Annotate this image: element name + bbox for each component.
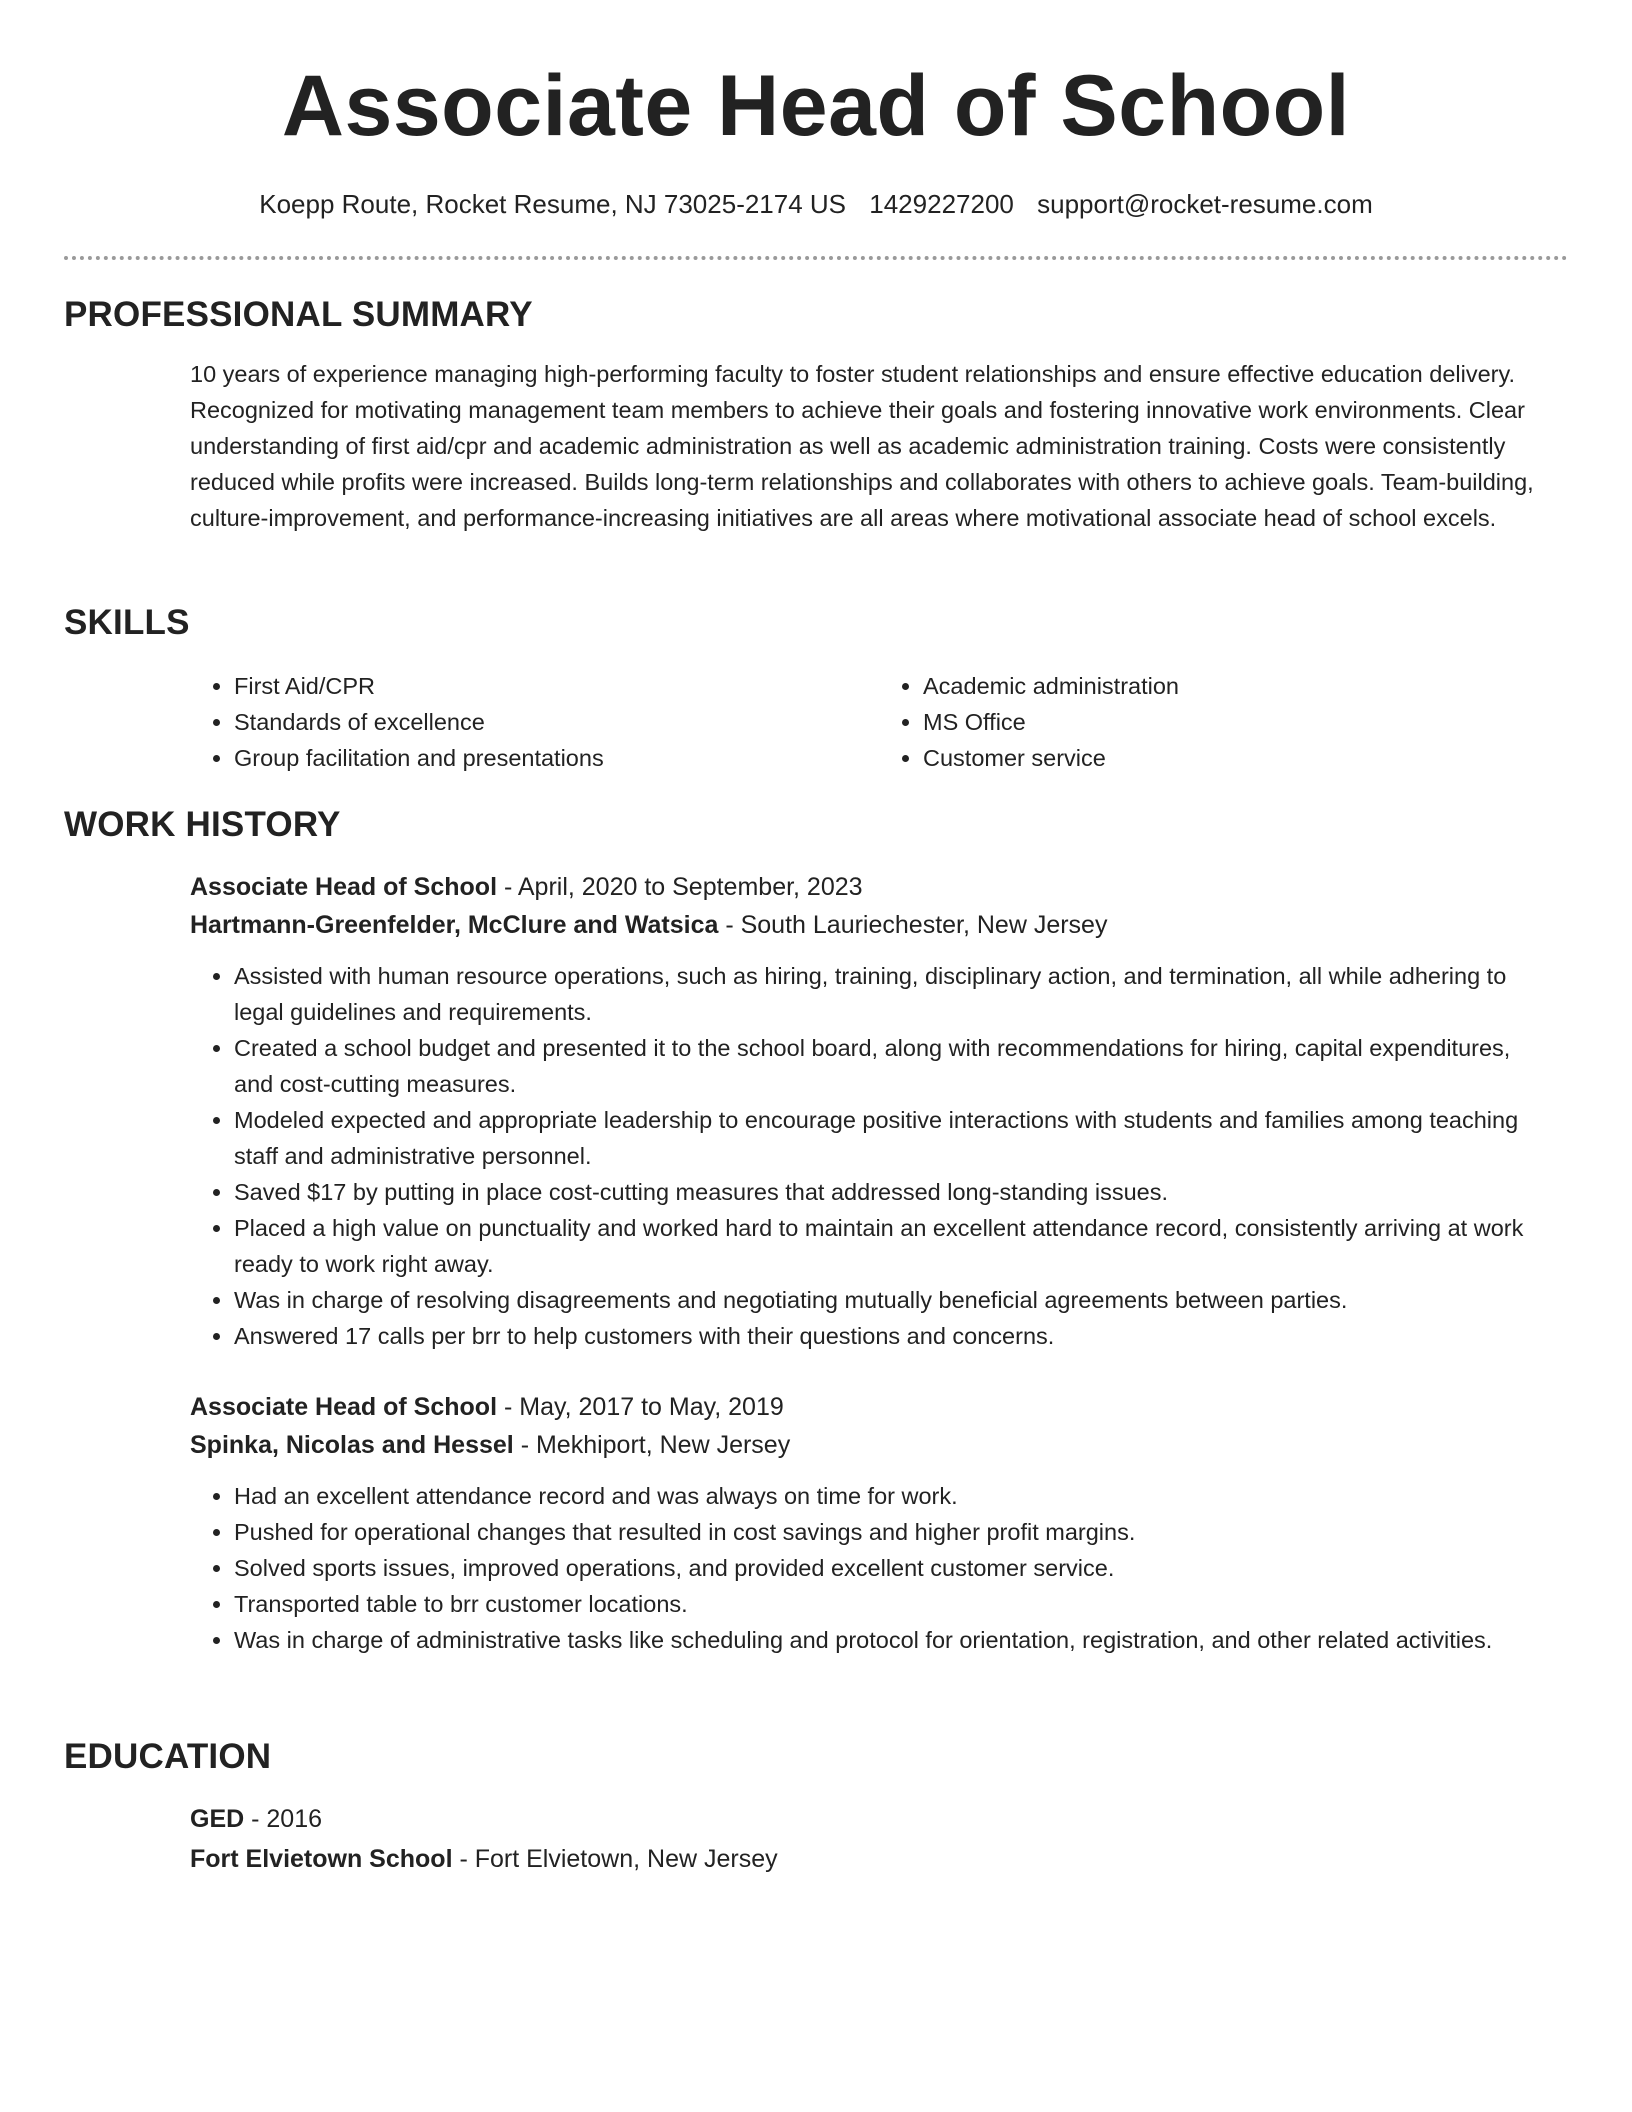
skill-item: • MS Office (923, 704, 1568, 740)
summary-title: PROFESSIONAL SUMMARY (64, 295, 533, 334)
contact-phone: 1429227200 (869, 189, 1014, 219)
job-entry (190, 868, 1568, 1354)
job-bullet: • Was in charge of administrative tasks like scheduling and protocol for orientation, registration, and other related activities. (234, 1622, 1568, 1658)
skills-right-list (879, 668, 1568, 776)
job-bullet: • Solved sports issues, improved operations, and provided excellent customer service. (234, 1550, 1568, 1586)
education-title: EDUCATION (64, 1737, 272, 1776)
job-company: Hartmann-Greenfelder, McClure and Watsica (190, 911, 719, 939)
job-title-line (190, 868, 1568, 906)
job-title: Associate Head of School (190, 1393, 498, 1421)
candidate-name: Associate Head of School (281, 58, 1351, 154)
skills-grid (190, 668, 1568, 776)
job-title: Associate Head of School (190, 873, 498, 901)
job-bullet: • Created a school budget and presented it to the school board, along with recommendations for hiring, capital expenditures, and cost-cutting measures. (234, 1030, 1568, 1102)
education-school-line (190, 1840, 1568, 1878)
skills-left-list (190, 668, 879, 776)
skill-item: • Group facilitation and presentations (234, 740, 879, 776)
job-bullet: • Had an excellent attendance record and was always on time for work. (234, 1478, 1568, 1514)
job-bullet: • Transported table to brr customer locations. (234, 1586, 1568, 1622)
job-bullet: • Saved $17 by putting in place cost-cutting measures that addressed long-standing issues. (234, 1174, 1568, 1210)
education-year: - 2016 (244, 1805, 323, 1833)
job-bullet: • Was in charge of resolving disagreements and negotiating mutually beneficial agreements between parties. (234, 1282, 1568, 1318)
skill-item: • First Aid/CPR (234, 668, 879, 704)
job-entry (190, 1388, 1568, 1658)
job-location: - Mekhiport, New Jersey (513, 1431, 791, 1459)
job-company-line (190, 906, 1568, 944)
job-location: - South Lauriechester, New Jersey (718, 911, 1108, 939)
job-bullet: • Modeled expected and appropriate leadership to encourage positive interactions with students and families among teaching staff and administrative personnel. (234, 1102, 1568, 1174)
work-title: WORK HISTORY (64, 805, 341, 844)
job-bullet: • Placed a high value on punctuality and worked hard to maintain an excellent attendance record, consistently arriving at work ready to work right away. (234, 1210, 1568, 1282)
header-divider (64, 256, 1568, 260)
skills-section (64, 602, 1568, 776)
job-bullet: • Assisted with human resource operations, such as hiring, training, disciplinary action, and termination, all while adhering to legal guidelines and requirements. (234, 958, 1568, 1030)
job-company: Spinka, Nicolas and Hessel (190, 1431, 514, 1459)
work-section (64, 804, 1568, 1658)
job-bullets (190, 1478, 1568, 1658)
education-school: Fort Elvietown School (190, 1845, 453, 1873)
summary-section (64, 294, 1568, 536)
job-dates: - April, 2020 to September, 2023 (497, 873, 863, 901)
job-bullet: • Pushed for operational changes that resulted in cost savings and higher profit margins. (234, 1514, 1568, 1550)
education-location: - Fort Elvietown, New Jersey (452, 1845, 778, 1873)
resume-page (64, 0, 1568, 1873)
education-entry (190, 1800, 1568, 1878)
job-dates: - May, 2017 to May, 2019 (497, 1393, 784, 1421)
education-degree-line (190, 1800, 1568, 1838)
skill-item: • Academic administration (923, 668, 1568, 704)
job-title-line (190, 1388, 1568, 1426)
job-company-line (190, 1426, 1568, 1464)
summary-text: 10 years of experience managing high-performing faculty to foster student relationships and ensure effective education delivery. Recognized for motivating management team members to achieve their goals and fostering innovative work environments. Clear understanding of first aid/cpr and academic administration as well as academic administration training. Costs were consistently reduced while profits were increased. Builds long-term relationships and collaborates with others to achieve goals. Team-building, culture-improvement, and performance-increasing initiatives are all areas where motivational associate head of school excels. (190, 361, 1534, 531)
job-bullets (190, 958, 1568, 1354)
job-bullet: • Answered 17 calls per brr to help customers with their questions and concerns. (234, 1318, 1568, 1354)
contact-email: support@rocket-resume.com (1037, 189, 1373, 219)
contact-address: Koepp Route, Rocket Resume, NJ 73025-2174 US (259, 189, 847, 219)
skill-item: • Customer service (923, 740, 1568, 776)
education-degree: GED (190, 1805, 245, 1833)
contact-line (64, 188, 1568, 220)
skills-title: SKILLS (64, 603, 190, 642)
skill-item: • Standards of excellence (234, 704, 879, 740)
education-section (64, 1736, 1568, 1878)
